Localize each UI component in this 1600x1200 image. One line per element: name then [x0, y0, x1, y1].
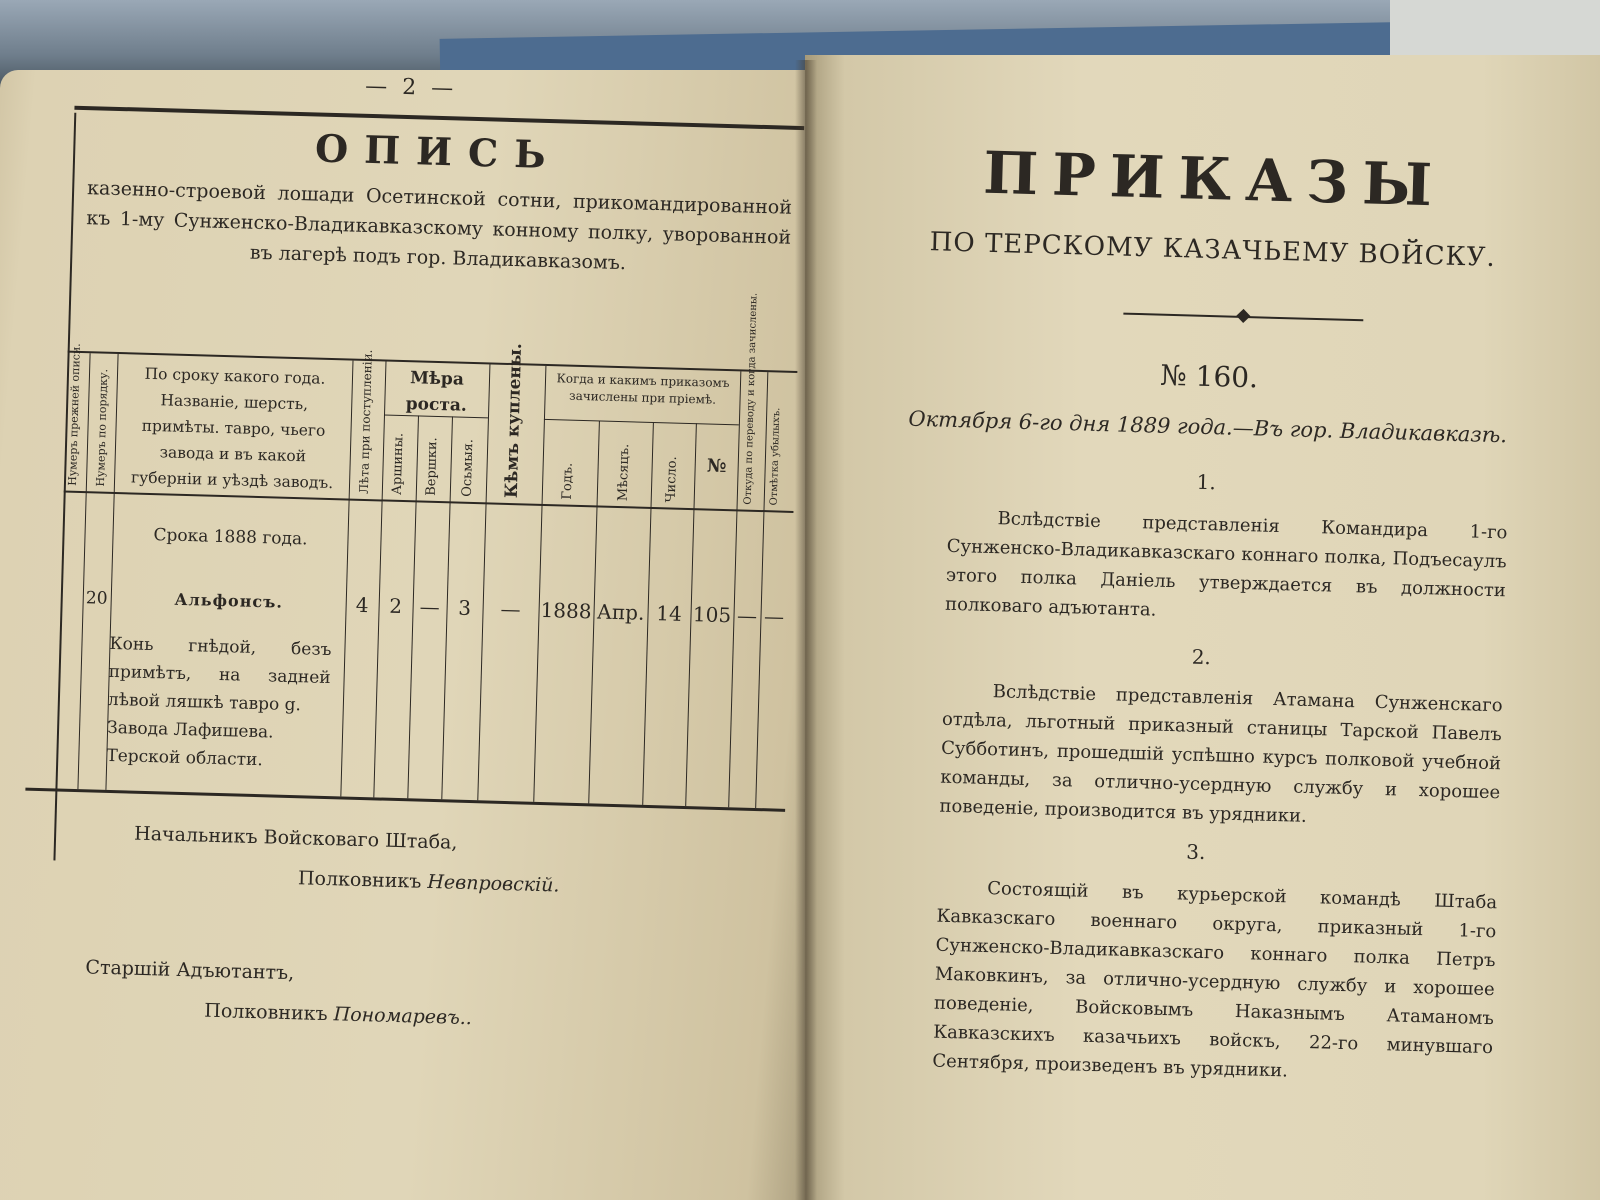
header-bought-by: Кѣмъ куплены. [501, 342, 527, 499]
header-month: Мѣсяцъ. [615, 443, 633, 502]
cell-order-num: 20 [85, 588, 108, 609]
header-transfer: Откуда по переводу и когда зачислены. [742, 292, 760, 505]
section-text: Вслѣдствіе представленія Атамана Сунженскаго отдѣла, льготный приказный станицы Тарской Павелъ Субботинъ, прошедшій успѣшно курсъ полковой учебной команды, за отлично-усердную службу и хорошее поведеніе, производится въ урядники. [939, 681, 1503, 827]
header-desc: По сроку какого года. Названіе, шерсть, примѣты. тавро, чьего завода и въ какой губерніи и уѣздѣ заводъ. [130, 364, 334, 493]
section-text: Состоящій въ курьерской командѣ Штаба Кавказскаго военнаго округа, приказный 1-го Сунженско-Владикавказскаго коннаго полка Петръ Маковкинъ, за отлично-усердную службу и хорошее поведеніе, Войсковымъ Наказнымъ Атаманомъ Кавказскихъ казачьихъ войскъ, 22-го минувшаго Сентября, произведенъ въ урядники. [932, 878, 1498, 1082]
page-number: — 2 — [364, 73, 458, 102]
cell-age: 4 [355, 592, 369, 618]
signature-rank: Полковникъ [297, 867, 422, 893]
signature-line-3: Старшій Адъютантъ, [85, 956, 295, 985]
book-gutter [795, 60, 817, 1200]
header-osmye: Осьмыя. [459, 438, 477, 498]
header-age: Лѣта при поступленіи. [356, 349, 375, 495]
header-prev-num: Нумеръ прежней описи. [65, 343, 83, 486]
left-page [0, 70, 810, 1200]
header-day: Число. [663, 456, 680, 503]
right-page [805, 55, 1600, 1200]
signature-line-1: Начальникъ Войсковаго Штаба, [133, 822, 458, 854]
cell-name: Альфонсъ. [174, 589, 284, 612]
cell-loss: — [763, 604, 785, 629]
orders-title: ПРИКАЗЫ [982, 138, 1447, 220]
header-no: № [706, 455, 727, 478]
header-measure: Мѣра роста. [405, 368, 468, 416]
cell-month: Апр. [596, 599, 645, 625]
cell-region: Терской области. [106, 745, 264, 771]
inventory-title: ОПИСЬ [314, 125, 563, 178]
signature-name: Невпровскій. [427, 870, 560, 897]
cell-bought-by: — [500, 596, 521, 622]
header-vershki: Вершки. [423, 437, 441, 497]
signature-rank: Полковникъ [203, 999, 328, 1026]
signature-line-4 [204, 1000, 472, 1029]
cell-desc: Конь гнѣдой, безъ примѣтъ, на задней лѣвой ляшкѣ тавро g. [107, 633, 332, 716]
cell-term: Срока 1888 года. [153, 525, 308, 550]
ornament-dot [1236, 309, 1250, 323]
signature-name: Пономаревъ.. [333, 1003, 473, 1030]
order-number: № 160. [1159, 358, 1259, 395]
order-date: Октября 6-го дня 1889 года.—Въ гор. Владикавказѣ. [908, 406, 1508, 448]
header-loss: Отмѣтка убылыхъ. [768, 407, 783, 506]
cell-arshins: 2 [388, 593, 403, 619]
cell-year: 1888 [540, 597, 592, 624]
inventory-subtitle: казенно-строевой лошади Осетинской сотни, прикомандированной къ 1-му Сунженско-Владикавказскому конному полку, уворованной въ лагерѣ подъ гор. Владикавказомъ. [86, 177, 793, 275]
cell-day: 14 [656, 601, 683, 626]
header-enrolled: Когда и какимъ приказомъ зачислены при пріемѣ. [556, 371, 730, 407]
section-number: 1. [1196, 469, 1217, 495]
section-text: Вслѣдствіе представленія Командира 1-го Сунженско-Владикавказскаго коннаго полка, Подъесаулъ этого полка Даніель утверждается въ должности полковаго адъютанта. [944, 508, 1508, 621]
cell-osmye: 3 [457, 595, 472, 620]
cell-vershki: — [419, 594, 440, 620]
section-number: 2. [1191, 644, 1212, 670]
cell-no: 105 [692, 602, 732, 628]
section-number: 3. [1186, 839, 1206, 865]
header-order-num: Нумеръ по порядку. [93, 368, 111, 487]
cell-transfer: — [736, 603, 758, 628]
header-arshins: Аршины. [389, 432, 407, 496]
header-year: Годъ. [559, 462, 576, 500]
cell-stud: Завода Лафишева. [106, 717, 274, 743]
orders-subtitle: ПО ТЕРСКОМУ КАЗАЧЬЕМУ ВОЙСКУ. [929, 227, 1497, 273]
